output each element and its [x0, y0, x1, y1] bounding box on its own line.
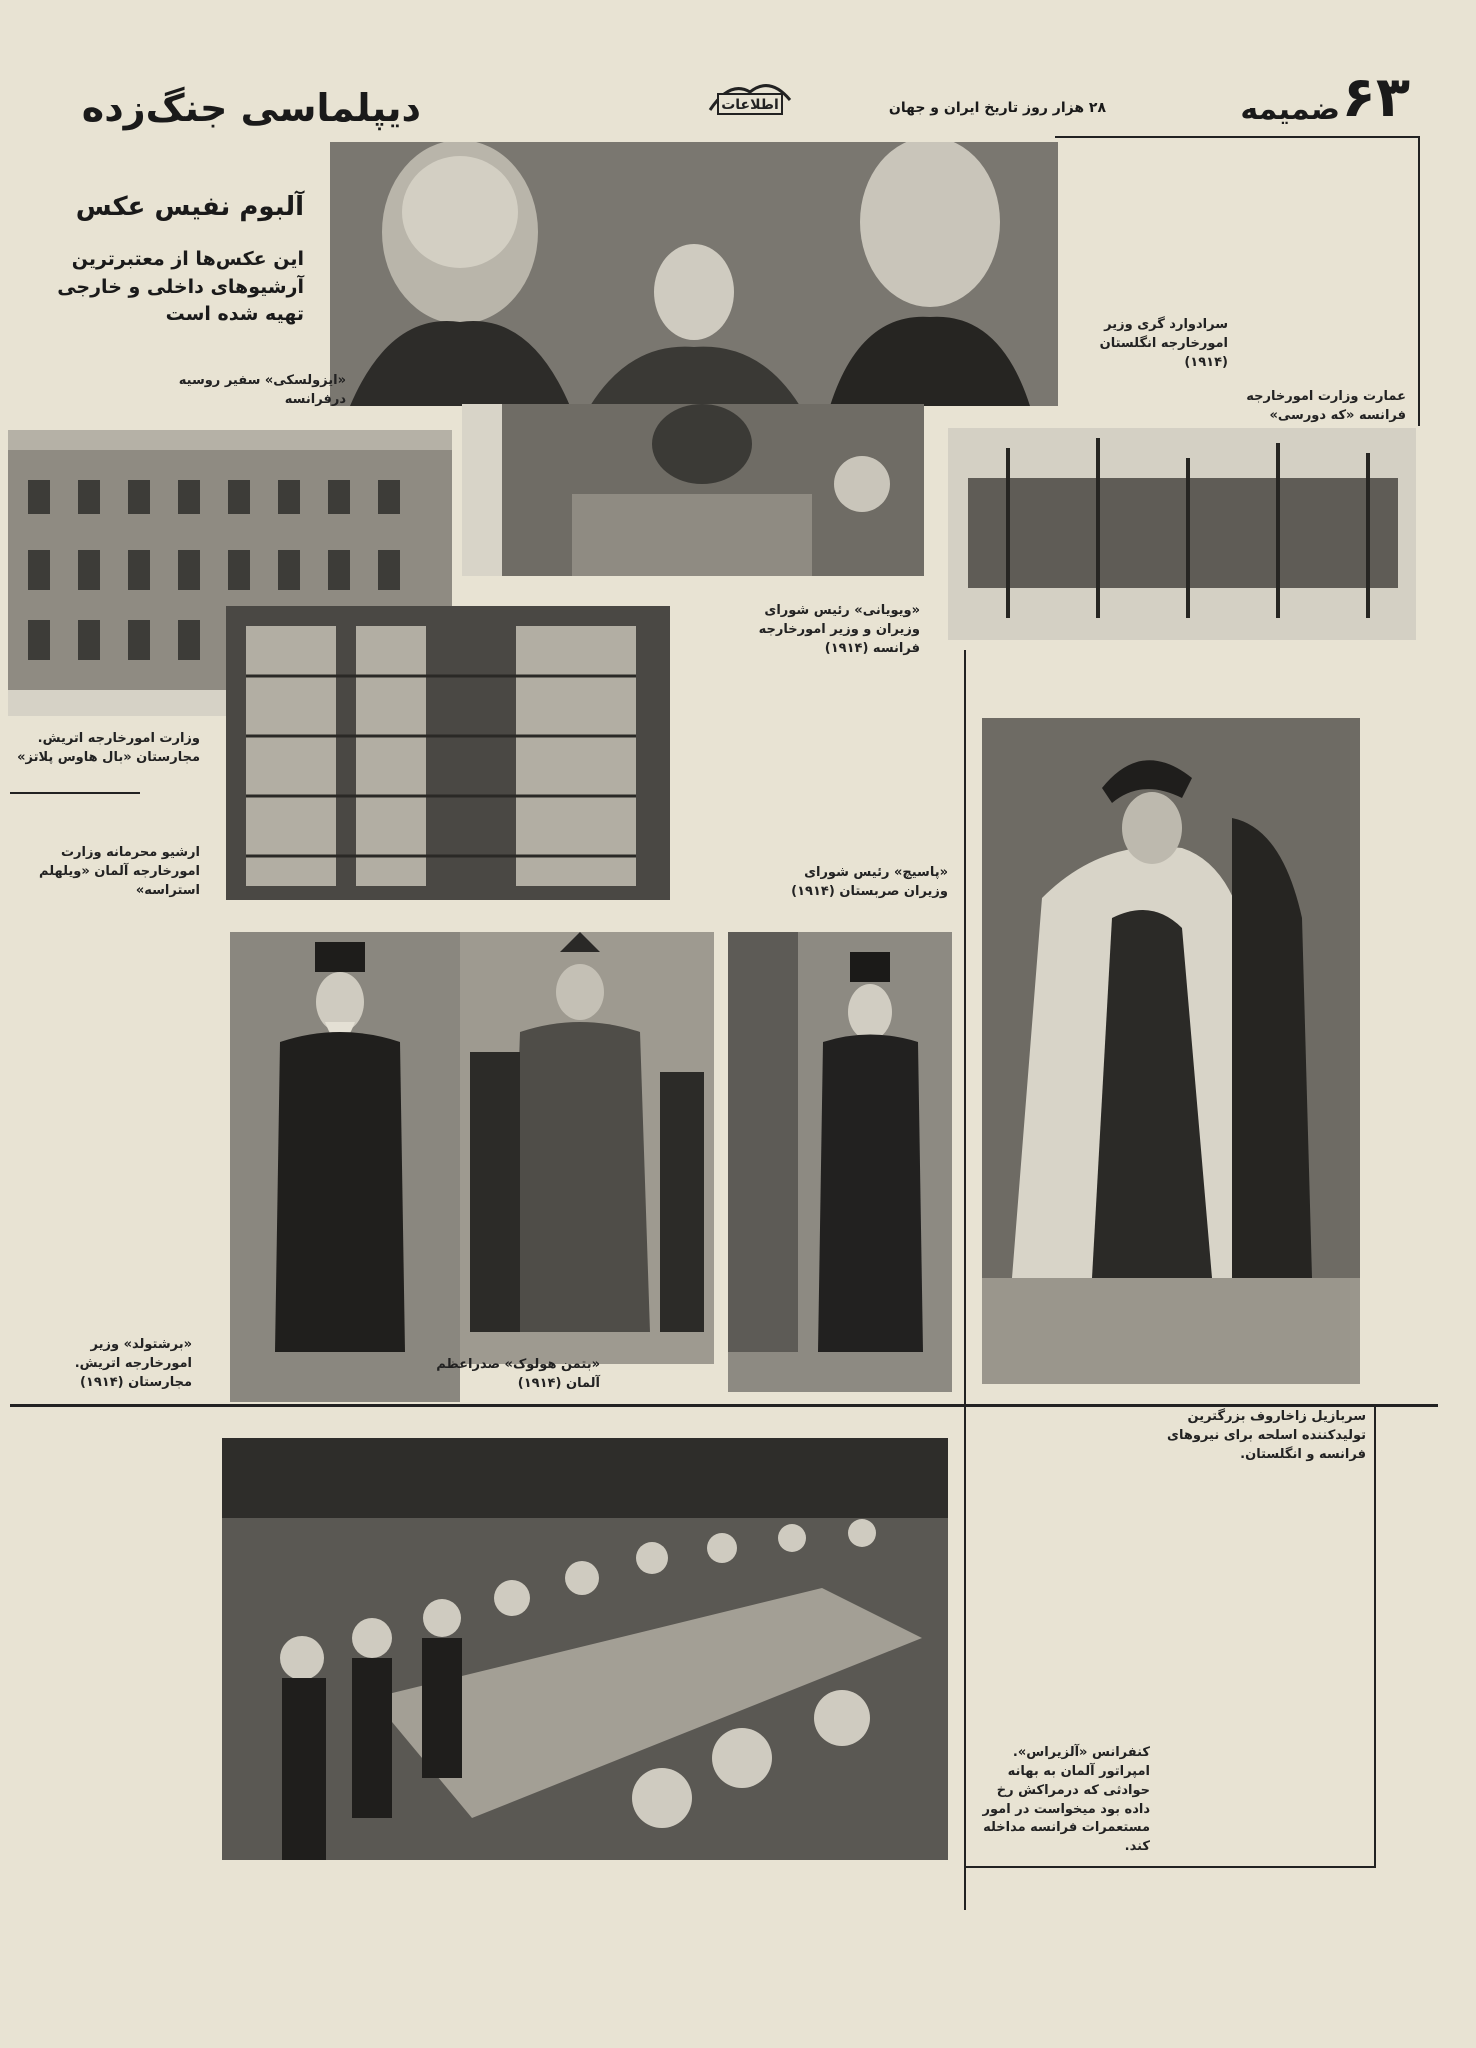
- caption-wilhelmstrasse: ارشیو محرمانه وزارت امورخارجه آلمان «ویلهلم استراسه»: [39, 845, 200, 898]
- bethmann-photo: [460, 932, 714, 1364]
- intro-subheading: این عکس‌ها از معتبرترین آرشیوهای داخلی و خارجی تهیه شده است: [57, 248, 304, 326]
- portrait-collage-photo: [330, 142, 1058, 406]
- newspaper-logo: [700, 70, 800, 122]
- column-rule-vertical: [964, 650, 966, 1910]
- archive-shelves-photo: [226, 606, 670, 900]
- divider-short: [10, 792, 140, 794]
- viviani-desk-photo: [462, 404, 924, 576]
- svg-text:اطلاعات: اطلاعات: [721, 97, 779, 113]
- caption-algeciras: کنفرانس «آلزیراس». امپراتور آلمان به بهانه حوادثی که درمراکش رخ داده بود میخواست در امور مستعمرات فرانسه مداخله کند.: [982, 1745, 1150, 1855]
- page-title: دیپلماسی جنگ‌زده: [81, 86, 421, 130]
- caption-pasic: «پاسیچ» رئیس شورای وزیران صربستان (۱۹۱۴): [791, 865, 948, 899]
- caption-zaharoff: سربازیل زاخاروف بزرگترین تولیدکننده اسلحه برای نیروهای فرانسه و انگلستان.: [1167, 1409, 1366, 1462]
- caption-grey: سرادوارد گری وزیر امورخارجه انگلستان (۱۹۱۴): [1099, 317, 1228, 370]
- page-number: ۶۳: [1341, 65, 1410, 130]
- frame-top-rule: [1055, 136, 1419, 138]
- caption-viviani: «ویویانی» رئیس شورای وزیران و وزیر امورخارجه فرانسه (۱۹۱۴): [758, 603, 920, 656]
- bottom-frame-rule: [966, 1866, 1376, 1868]
- intro-heading: آلبوم نفیس عکس: [75, 192, 304, 222]
- row-divider-rule: [10, 1404, 1438, 1407]
- supplement-label: ضمیمه: [1240, 92, 1340, 127]
- berchtold-photo: [230, 932, 460, 1402]
- algeciras-conference-photo: [222, 1438, 948, 1860]
- pasic-photo: [728, 932, 952, 1392]
- caption-quai-dorsay: عمارت وزارت امورخارجه فرانسه «که دورسی»: [1246, 389, 1406, 423]
- right-frame-rule: [1374, 1404, 1376, 1868]
- caption-berchtold: «برشتولد» وزیر امورخارجه اتریش. مجارستان (۱۹۱۴): [74, 1337, 192, 1390]
- quai-dorsay-photo: [948, 428, 1416, 640]
- series-title: ۲۸ هزار روز تاریخ ایران و جهان: [888, 100, 1106, 116]
- frame-right-rule: [1418, 136, 1420, 426]
- zaharoff-photo: [982, 718, 1360, 1384]
- caption-izvolsky: «ایزولسکی» سفیر روسیه درفرانسه: [178, 373, 346, 407]
- caption-bethmann: «بتمن هولوک» صدراعظم آلمان (۱۹۱۴): [436, 1357, 600, 1391]
- caption-ballhaus: وزارت امورخارجه اتریش. مجارستان «بال هاوس پلاتز»: [17, 731, 200, 765]
